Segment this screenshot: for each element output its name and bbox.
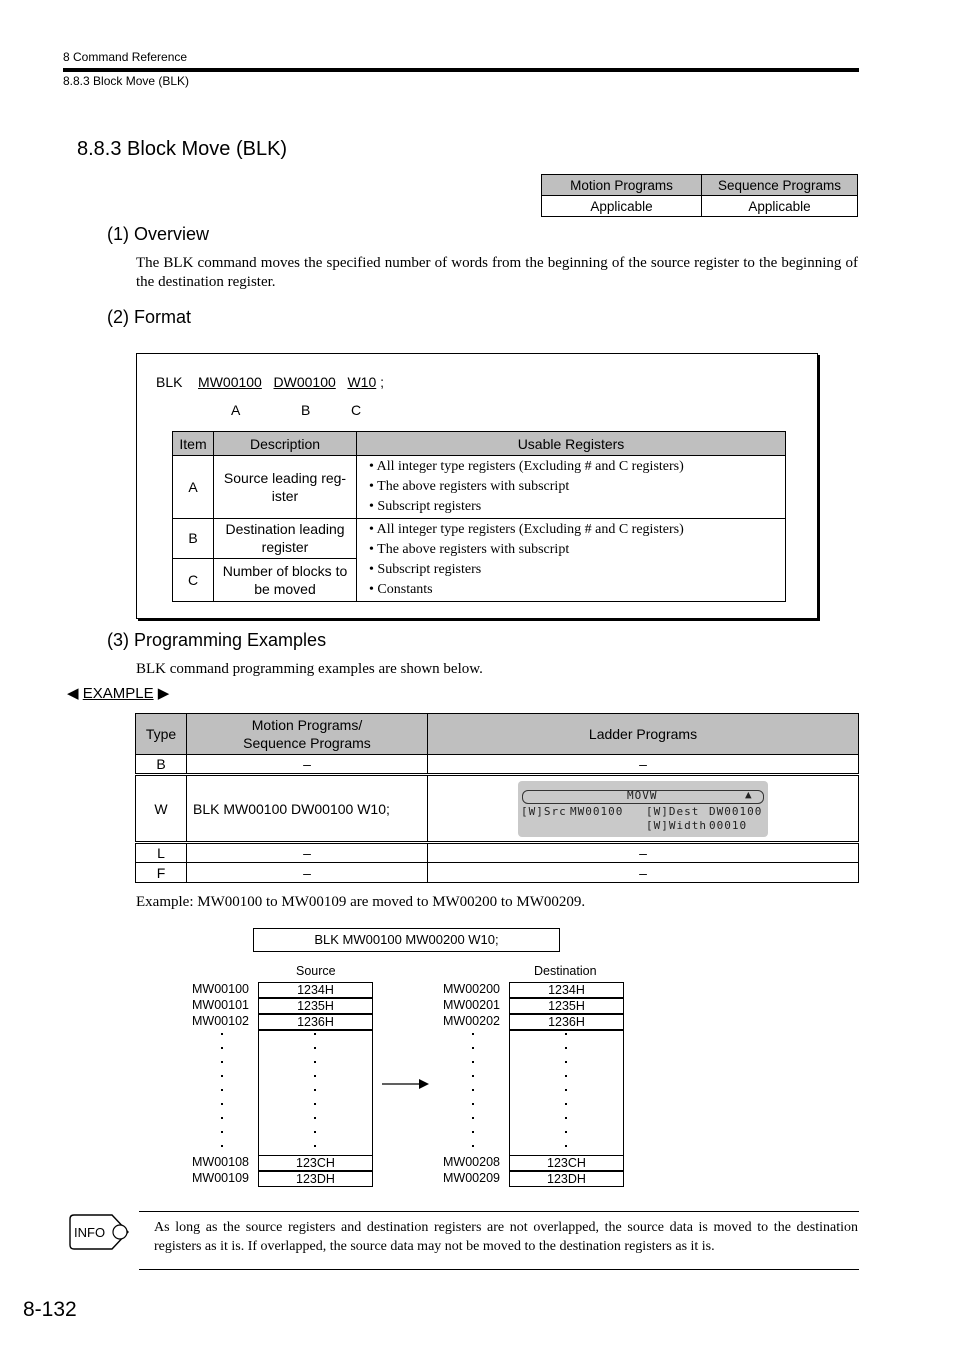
source-cell-4: 123DH — [258, 1171, 373, 1187]
applicability-table — [541, 174, 858, 217]
ellipsis-dot — [314, 1145, 316, 1147]
ellipsis-dot — [221, 1117, 223, 1119]
row-c-item: C — [173, 558, 214, 601]
row-b-item: B — [173, 519, 214, 559]
ellipsis-dot — [314, 1075, 316, 1077]
row-f-type: F — [136, 863, 187, 883]
format-cmd: BLK — [156, 374, 183, 390]
dest-reg-0: MW00200 — [443, 982, 500, 996]
motion-programs-header: Motion Programs — [542, 175, 702, 196]
ellipsis-dot — [472, 1117, 474, 1119]
info-bottom-rule — [139, 1269, 859, 1270]
ellipsis-dot — [565, 1075, 567, 1077]
format-label-c: C — [351, 402, 362, 418]
usable-registers-table — [172, 431, 786, 602]
row-bc-usable: • All integer type registers (Excluding # and C registers) • The above registers with subscript • Subscript registers • Constants — [357, 519, 786, 602]
example-description: Example: MW00100 to MW00109 are moved to MW00200 to MW00209. — [136, 894, 586, 910]
col-item: Item — [173, 432, 214, 456]
source-cell-2: 1236H — [258, 1014, 373, 1030]
row-f-ladder: – — [428, 863, 859, 883]
ellipsis-dot — [565, 1117, 567, 1119]
header-rule — [63, 68, 859, 72]
examples-intro: BLK command programming examples are shown below. — [136, 661, 483, 677]
ellipsis-dot — [565, 1061, 567, 1063]
ellipsis-dot — [221, 1145, 223, 1147]
ellipsis-dot — [314, 1047, 316, 1049]
row-a-desc: Source leading reg- ister — [214, 456, 357, 519]
destination-title: Destination — [534, 964, 597, 978]
sequence-programs-header: Sequence Programs — [702, 175, 858, 196]
dest-cell-4: 123DH — [509, 1171, 624, 1187]
ellipsis-dot — [565, 1047, 567, 1049]
example-text: EXAMPLE — [82, 685, 154, 702]
motion-applicable: Applicable — [542, 196, 702, 217]
ellipsis-dot — [221, 1033, 223, 1035]
ellipsis-dot — [472, 1047, 474, 1049]
ellipsis-dot — [221, 1075, 223, 1077]
info-icon — [68, 1212, 134, 1252]
col-usable: Usable Registers — [357, 432, 786, 456]
source-reg-1: MW00101 — [192, 998, 249, 1012]
row-a-usable: • All integer type registers (Excluding # and C registers) • The above registers with subscript • Subscript registers — [357, 456, 786, 519]
source-title: Source — [296, 964, 336, 978]
info-icon-label: INFO — [74, 1225, 106, 1240]
source-reg-2: MW00102 — [192, 1014, 249, 1028]
ellipsis-dot — [472, 1075, 474, 1077]
dest-reg-3: MW00208 — [443, 1155, 500, 1169]
arrow-right-icon — [382, 1077, 432, 1091]
col-ladder: Ladder Programs — [428, 714, 859, 755]
ellipsis-dot — [472, 1061, 474, 1063]
info-text: As long as the source registers and destination registers are not overlapped, the source data is moved to the destination registers as it is. If overlapped, the source data may not be moved to the destination registers as it is. — [154, 1220, 858, 1254]
ladder-block-name: MOVW — [627, 788, 658, 802]
dest-cell-3: 123CH — [509, 1155, 624, 1171]
format-arg-c: W10 — [347, 374, 377, 390]
ellipsis-dot — [565, 1103, 567, 1105]
ladder-width-label: [W]Width — [646, 818, 707, 832]
format-heading: (2) Format — [107, 307, 192, 327]
ellipsis-dot — [221, 1047, 223, 1049]
running-header-section: 8.8.3 Block Move (BLK) — [63, 74, 190, 88]
row-f-motion: – — [187, 863, 428, 883]
format-arg-b: DW00100 — [273, 374, 336, 390]
examples-table — [135, 713, 859, 883]
row-w-ladder — [428, 775, 859, 843]
format-arg-a: MW00100 — [198, 374, 262, 390]
row-l-ladder: – — [428, 843, 859, 863]
ellipsis-dot — [314, 1061, 316, 1063]
dest-reg-2: MW00202 — [443, 1014, 500, 1028]
row-b-desc: Destination leading register — [214, 519, 357, 559]
row-l-type: L — [136, 843, 187, 863]
ellipsis-dot — [472, 1033, 474, 1035]
ellipsis-dot — [221, 1089, 223, 1091]
ellipsis-dot — [472, 1089, 474, 1091]
row-b-ladder: – — [428, 755, 859, 775]
format-label-a: A — [231, 402, 241, 418]
page-number: 8-132 — [23, 1298, 77, 1321]
ellipsis-dot — [565, 1131, 567, 1133]
source-reg-0: MW00100 — [192, 982, 249, 996]
ellipsis-dot — [565, 1033, 567, 1035]
source-reg-4: MW00109 — [192, 1171, 249, 1185]
dest-reg-4: MW00209 — [443, 1171, 500, 1185]
ellipsis-dot — [314, 1033, 316, 1035]
row-c-desc: Number of blocks to be moved — [214, 558, 357, 601]
ellipsis-dot — [472, 1131, 474, 1133]
example-command-box: BLK MW00100 MW00200 W10; — [253, 928, 560, 952]
source-cell-3: 123CH — [258, 1155, 373, 1171]
dest-cell-0: 1234H — [509, 982, 624, 998]
dest-cell-2: 1236H — [509, 1014, 624, 1030]
ladder-width: 00010 — [709, 818, 748, 832]
source-cell-1: 1235H — [258, 998, 373, 1014]
row-b-type: B — [136, 755, 187, 775]
row-a-item: A — [173, 456, 214, 519]
section-title: 8.8.3 Block Move (BLK) — [77, 138, 288, 160]
ladder-enable-icon: ▲ — [745, 787, 753, 801]
ellipsis-dot — [472, 1103, 474, 1105]
col-description: Description — [214, 432, 357, 456]
ellipsis-dot — [565, 1089, 567, 1091]
row-w-type: W — [136, 775, 187, 843]
ellipsis-dot — [221, 1103, 223, 1105]
format-syntax — [156, 374, 384, 390]
ladder-dest: DW00100 — [709, 804, 763, 818]
left-triangle-icon: ◀ — [67, 685, 79, 702]
overview-heading: (1) Overview — [107, 224, 210, 244]
ellipsis-dot — [221, 1061, 223, 1063]
col-type: Type — [136, 714, 187, 755]
ellipsis-dot — [472, 1145, 474, 1147]
ladder-src-label: [W]Src — [521, 804, 567, 818]
ellipsis-dot — [314, 1103, 316, 1105]
ellipsis-dot — [314, 1131, 316, 1133]
source-reg-3: MW00108 — [192, 1155, 249, 1169]
ladder-dest-label: [W]Dest — [646, 804, 700, 818]
source-cell-0: 1234H — [258, 982, 373, 998]
dest-cell-1: 1235H — [509, 998, 624, 1014]
ellipsis-dot — [565, 1145, 567, 1147]
col-motion: Motion Programs/ Sequence Programs — [187, 714, 428, 755]
running-header-chapter: 8 Command Reference — [63, 50, 188, 64]
ladder-movw-block — [518, 781, 768, 837]
ellipsis-dot — [314, 1089, 316, 1091]
info-top-rule — [139, 1211, 859, 1212]
examples-heading: (3) Programming Examples — [107, 630, 327, 650]
sequence-applicable: Applicable — [702, 196, 858, 217]
ladder-src: MW00100 — [570, 804, 624, 818]
row-b-motion: – — [187, 755, 428, 775]
example-label — [67, 684, 169, 702]
row-w-motion: BLK MW00100 DW00100 W10; — [187, 775, 428, 843]
right-triangle-icon: ▶ — [157, 685, 170, 702]
ellipsis-dot — [314, 1117, 316, 1119]
format-terminator: ; — [376, 374, 385, 390]
format-label-b: B — [301, 402, 311, 418]
dest-reg-1: MW00201 — [443, 998, 500, 1012]
ellipsis-dot — [221, 1131, 223, 1133]
row-l-motion: – — [187, 843, 428, 863]
overview-text: The BLK command moves the specified number of words from the beginning of the source register to the beginning of the destination register. — [136, 255, 858, 290]
